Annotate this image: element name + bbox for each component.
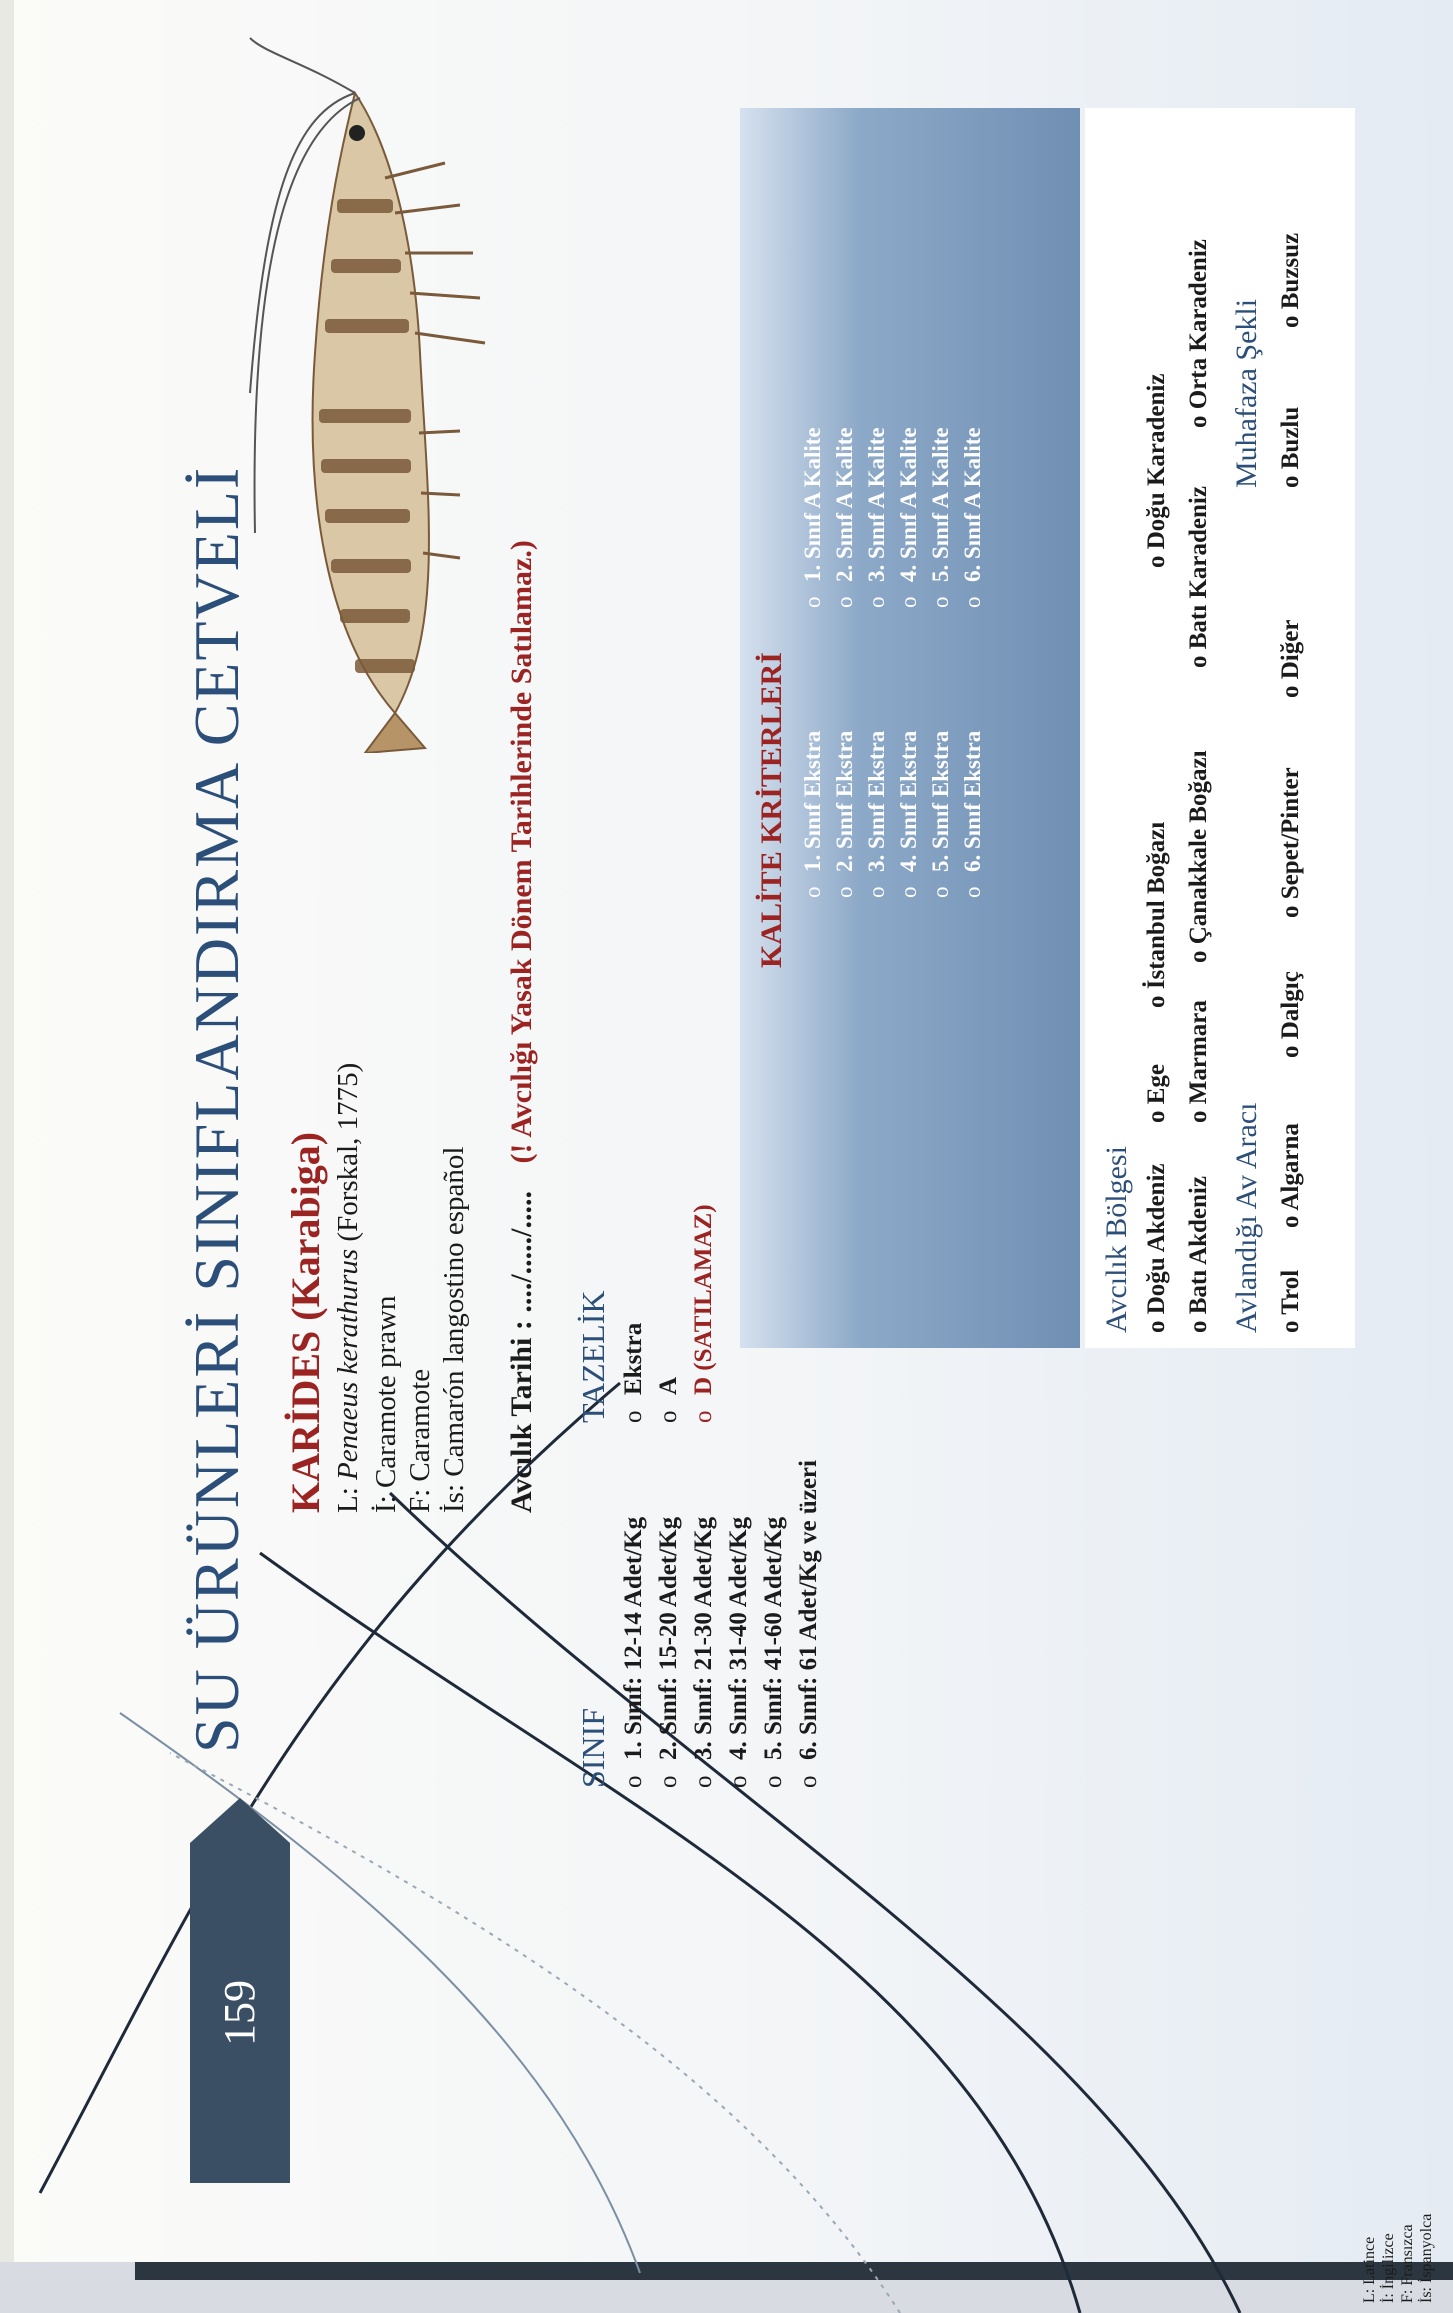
kalite-ekstra-option[interactable] [800, 731, 826, 898]
option-label: 5. Sınıf A Kalite [928, 427, 953, 582]
option-label: 1. Sınıf A Kalite [800, 427, 825, 582]
kalite-a-option[interactable] [960, 427, 986, 608]
checkbox-circle-icon: o [864, 596, 889, 608]
checkbox-circle-icon: o [690, 1775, 717, 1788]
checkbox-circle-icon: o [896, 596, 921, 608]
option-label: 4. Sınıf: 31-40 Adet/Kg [725, 1516, 752, 1760]
bolge-option[interactable] [1185, 1000, 1213, 1123]
kalite-a-option[interactable] [832, 427, 858, 608]
kalite-a-option[interactable] [928, 427, 954, 608]
bolge-option[interactable] [1185, 1176, 1213, 1333]
hunting-date-label: Avcılık Tarihi : ..../...../..... [505, 1191, 538, 1513]
checkbox-circle-icon: o [800, 596, 825, 608]
checkbox-circle-icon: o [1143, 1320, 1170, 1333]
checkbox-circle-icon: o [1277, 1320, 1304, 1333]
kalite-ekstra-option[interactable] [864, 731, 890, 898]
checkbox-circle-icon: o [1277, 1045, 1304, 1058]
option-label: Marmara [1185, 1000, 1212, 1105]
muhafaza-title: Muhafaza Şekli [1230, 298, 1263, 488]
checkbox-circle-icon: o [655, 1775, 682, 1788]
checkbox-circle-icon: o [896, 886, 921, 898]
bolge-option[interactable] [1185, 486, 1213, 668]
legend-item: L: Latince [1361, 2236, 1378, 2303]
spanish-name: İs: Camarón langostino español [438, 1146, 470, 1513]
option-label: 3. Sınıf A Kalite [864, 427, 889, 582]
species-name: KARİDES (Karabiga) [283, 1131, 328, 1513]
option-label: 6. Sınıf: 61 Adet/Kg ve üzeri [795, 1460, 822, 1760]
sinif-title: SINIF [575, 1707, 611, 1788]
option-label: 4. Sınıf Ekstra [896, 730, 921, 872]
option-label: 5. Sınıf: 41-60 Adet/Kg [760, 1516, 787, 1760]
bolge-option[interactable] [1143, 1164, 1171, 1333]
option-label: 2. Sınıf A Kalite [832, 427, 857, 582]
hunting-date-line [505, 540, 539, 1513]
checkbox-circle-icon: o [960, 886, 985, 898]
av-araci-option[interactable] [1277, 767, 1305, 918]
page-number-tab [190, 1843, 290, 2183]
option-label: Buzsuz [1277, 232, 1304, 310]
checkbox-circle-icon: o [928, 596, 953, 608]
option-label: Doğu Akdeniz [1143, 1163, 1170, 1315]
bolge-title: Avcılık Bölgesi [1100, 1146, 1133, 1333]
kalite-a-option[interactable] [864, 427, 890, 608]
checkbox-circle-icon: o [1185, 415, 1212, 428]
checkbox-circle-icon: o [1185, 655, 1212, 668]
checkbox-circle-icon: o [928, 886, 953, 898]
option-label: 5. Sınıf Ekstra [928, 730, 953, 872]
tazelik-title: TAZELİK [575, 1290, 611, 1423]
checkbox-circle-icon: o [725, 1775, 752, 1788]
latin-name-line [332, 1063, 365, 1513]
option-label: A [655, 1376, 682, 1395]
checkbox-circle-icon: o [795, 1775, 822, 1788]
bolge-option[interactable] [1185, 239, 1213, 428]
checkbox-circle-icon: o [1277, 685, 1304, 698]
kalite-ekstra-option[interactable] [960, 731, 986, 898]
bolge-option[interactable] [1143, 822, 1171, 1008]
option-label: Sepet/Pinter [1277, 767, 1304, 900]
option-label: Batı Karadeniz [1185, 486, 1212, 650]
checkbox-circle-icon: o [1143, 1110, 1170, 1123]
checkbox-circle-icon: o [1277, 315, 1304, 328]
shrimp-illustration [245, 33, 505, 753]
av-araci-title: Avlandığı Av Aracı [1230, 1102, 1263, 1333]
option-label: Doğu Karadeniz [1143, 373, 1170, 550]
sinif-option[interactable] [690, 1517, 718, 1788]
hunting-ban-warning: (! Avcılığı Yasak Dönem Tarihlerinde Satılamaz.) [505, 540, 538, 1164]
legend-item: İ: İngilizce [1380, 2233, 1397, 2303]
option-label: Orta Karadeniz [1185, 239, 1212, 410]
checkbox-circle-icon: o [1277, 475, 1304, 488]
option-label: Algarna [1277, 1123, 1304, 1211]
av-araci-option[interactable] [1277, 971, 1305, 1058]
language-legend [1360, 2214, 1436, 2303]
checkbox-circle-icon: o [760, 1775, 787, 1788]
option-label: Trol [1277, 1269, 1304, 1315]
option-label: Ekstra [620, 1322, 647, 1395]
checkbox-circle-icon: o [690, 1410, 717, 1423]
av-araci-option[interactable] [1277, 1123, 1305, 1228]
option-label: 1. Sınıf Ekstra [800, 730, 825, 872]
option-label: 2. Sınıf Ekstra [832, 730, 857, 872]
legend-item: İs: İspanyolca [1418, 2213, 1435, 2303]
option-label: Ege [1143, 1063, 1170, 1105]
checkbox-circle-icon: o [832, 596, 857, 608]
option-label: 3. Sınıf: 21-30 Adet/Kg [690, 1516, 717, 1760]
details-panel [1085, 108, 1355, 1348]
option-label: 4. Sınıf A Kalite [896, 427, 921, 582]
checkbox-circle-icon: o [655, 1410, 682, 1423]
bolge-option[interactable] [1185, 750, 1213, 963]
sinif-option[interactable] [620, 1517, 648, 1788]
av-araci-option[interactable] [1277, 1270, 1305, 1333]
kalite-title: KALİTE KRİTERLERİ [755, 652, 788, 968]
kalite-a-option[interactable] [896, 427, 922, 608]
checkbox-circle-icon: o [1277, 1215, 1304, 1228]
page-tab-arrow [190, 1798, 290, 1843]
option-label: 6. Sınıf A Kalite [960, 427, 985, 582]
sinif-option[interactable] [655, 1517, 683, 1788]
checkbox-circle-icon: o [620, 1775, 647, 1788]
latin-name: Penaeus kerathurus [332, 1248, 364, 1480]
kalite-a-option[interactable] [800, 427, 826, 608]
checkbox-circle-icon: o [1185, 1110, 1212, 1123]
option-label: Dalgıç [1277, 971, 1304, 1040]
english-name: İ: Caramote prawn [370, 1295, 402, 1513]
option-label: 1. Sınıf: 12-14 Adet/Kg [620, 1516, 647, 1760]
page-number: 159 [215, 1980, 264, 2046]
kalite-ekstra-option[interactable] [832, 731, 858, 898]
muhafaza-option[interactable] [1277, 233, 1305, 328]
checkbox-circle-icon: o [1185, 950, 1212, 963]
sinif-option[interactable] [795, 1460, 823, 1788]
french-name: F: Caramote [404, 1368, 436, 1513]
tazelik-option[interactable] [655, 1377, 683, 1423]
checkbox-circle-icon: o [800, 886, 825, 898]
checkbox-circle-icon: o [1277, 905, 1304, 918]
option-label: 6. Sınıf Ekstra [960, 730, 985, 872]
latin-prefix: L: [332, 1479, 364, 1513]
muhafaza-option[interactable] [1277, 407, 1305, 488]
checkbox-circle-icon: o [1143, 995, 1170, 1008]
legend-item: F: Fransızca [1399, 2224, 1416, 2303]
checkbox-circle-icon: o [1143, 555, 1170, 568]
option-label: Diğer [1277, 619, 1304, 680]
sinif-option[interactable] [725, 1517, 753, 1788]
kalite-ekstra-option[interactable] [896, 731, 922, 898]
option-label: İstanbul Boğazı [1143, 821, 1170, 990]
option-label: 3. Sınıf Ekstra [864, 730, 889, 872]
checkbox-circle-icon: o [960, 596, 985, 608]
option-label: 2. Sınıf: 15-20 Adet/Kg [655, 1516, 682, 1760]
page-title: SU ÜRÜNLERİ SINIFLANDIRMA CETVELİ [181, 465, 252, 1753]
latin-author: (Forskal, 1775) [332, 1062, 364, 1249]
checkbox-circle-icon: o [832, 886, 857, 898]
tazelik-option[interactable] [690, 1204, 718, 1423]
checkbox-circle-icon: o [620, 1410, 647, 1423]
option-label: Buzlu [1277, 406, 1304, 470]
checkbox-circle-icon: o [864, 886, 889, 898]
kalite-panel [740, 108, 1080, 1348]
option-label: Batı Akdeniz [1185, 1176, 1212, 1315]
bolge-option[interactable] [1143, 1064, 1171, 1123]
checkbox-circle-icon: o [1185, 1320, 1212, 1333]
av-araci-option[interactable] [1277, 620, 1305, 698]
kalite-ekstra-option[interactable] [928, 731, 954, 898]
sinif-option[interactable] [760, 1517, 788, 1788]
bolge-option[interactable] [1143, 374, 1171, 568]
option-label: Çanakkale Boğazı [1185, 750, 1212, 945]
option-label: D (SATILAMAZ) [690, 1204, 717, 1395]
tazelik-option[interactable] [620, 1323, 648, 1423]
